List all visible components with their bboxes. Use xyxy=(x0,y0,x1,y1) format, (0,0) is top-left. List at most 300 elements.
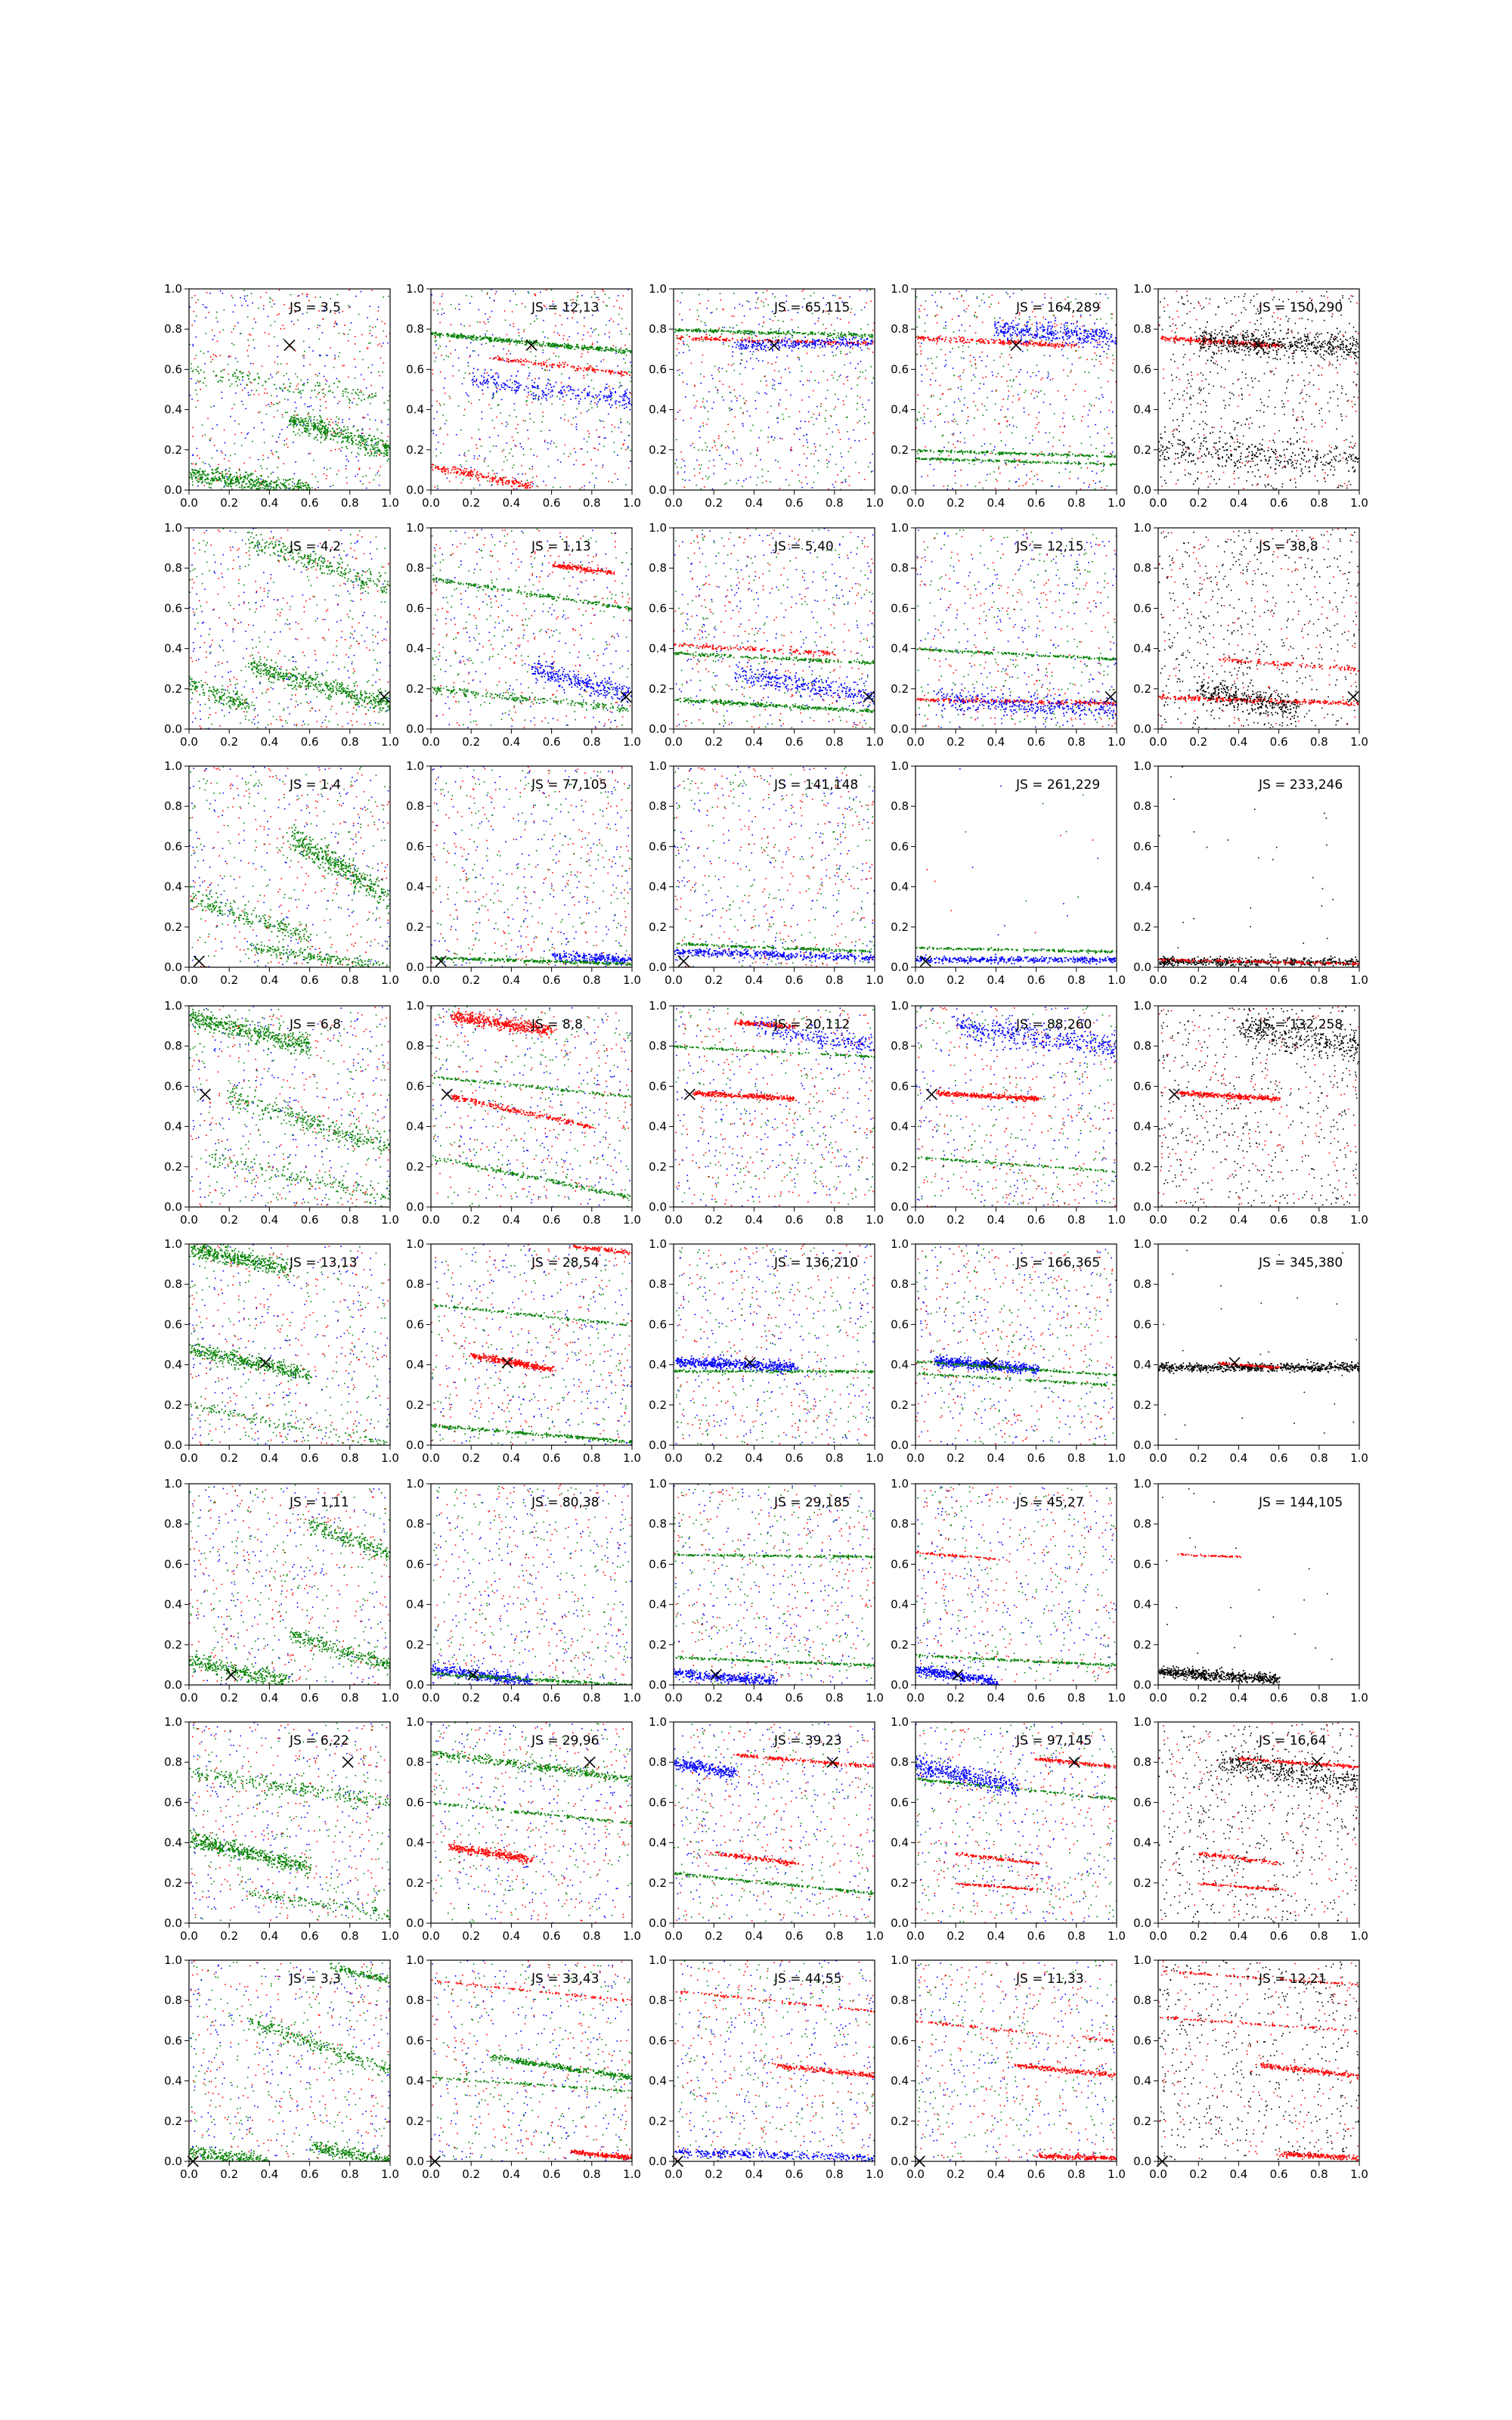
scatter-point xyxy=(533,392,534,394)
scatter-point xyxy=(269,486,271,487)
scatter-point xyxy=(614,451,615,453)
scatter-point xyxy=(588,395,590,396)
scatter-point xyxy=(814,323,816,324)
scatter-point xyxy=(852,342,854,343)
scatter-point xyxy=(859,377,860,378)
scatter-point xyxy=(1038,371,1040,373)
scatter-point xyxy=(857,334,859,336)
scatter-point xyxy=(841,482,842,484)
scatter-point xyxy=(212,428,214,430)
scatter-point xyxy=(516,482,518,483)
scatter-point xyxy=(504,310,506,312)
scatter-point xyxy=(323,389,324,390)
scatter-point xyxy=(679,374,680,376)
scatter-point xyxy=(445,392,446,394)
scatter-point xyxy=(1093,405,1095,407)
scatter-point xyxy=(628,435,630,436)
scatter-point xyxy=(827,380,829,381)
scatter-point xyxy=(820,406,822,408)
scatter-point xyxy=(712,378,714,380)
scatter-point xyxy=(349,290,350,291)
scatter-point xyxy=(857,396,859,397)
scatter-point xyxy=(683,341,684,343)
scatter-point xyxy=(621,385,623,386)
scatter-point xyxy=(488,405,490,406)
scatter-point xyxy=(615,372,617,374)
scatter-point xyxy=(530,391,531,392)
scatter-point xyxy=(827,334,829,335)
scatter-point xyxy=(597,396,599,397)
scatter-point xyxy=(770,481,771,482)
scatter-point xyxy=(737,340,739,341)
scatter-point xyxy=(363,394,364,396)
scatter-point xyxy=(556,365,558,366)
scatter-point xyxy=(581,346,583,347)
scatter-point xyxy=(594,293,596,295)
scatter-point xyxy=(379,455,380,456)
scatter-point xyxy=(254,486,256,487)
scatter-point xyxy=(513,290,514,292)
scatter-point xyxy=(433,309,435,311)
scatter-point xyxy=(302,426,304,427)
scatter-point xyxy=(547,360,548,361)
scatter-point xyxy=(228,374,229,375)
scatter-point xyxy=(198,381,200,383)
scatter-point xyxy=(445,468,446,470)
scatter-point xyxy=(345,465,347,467)
scatter-point xyxy=(720,299,722,301)
scatter-point xyxy=(849,485,850,486)
scatter-point xyxy=(525,358,526,360)
scatter-point xyxy=(826,460,828,461)
scatter-point xyxy=(759,344,761,346)
scatter-point xyxy=(542,331,544,333)
scatter-point xyxy=(772,388,773,389)
scatter-point xyxy=(698,315,699,317)
scatter-point xyxy=(533,455,534,456)
scatter-point xyxy=(802,346,804,347)
scatter-point xyxy=(850,352,851,353)
scatter-point xyxy=(237,479,239,481)
scatter-point xyxy=(470,467,472,468)
scatter-point xyxy=(849,476,850,477)
scatter-point xyxy=(719,380,720,382)
scatter-point xyxy=(928,408,929,410)
scatter-point xyxy=(525,488,526,489)
scatter-point xyxy=(860,347,861,349)
scatter-point xyxy=(435,435,437,436)
scatter-point xyxy=(435,448,437,450)
scatter-point xyxy=(843,467,844,469)
scatter-point xyxy=(1062,355,1064,356)
scatter-point xyxy=(350,436,352,437)
scatter-point xyxy=(255,470,256,472)
scatter-point xyxy=(249,394,251,396)
scatter-point xyxy=(192,436,194,437)
scatter-point xyxy=(1032,439,1033,441)
scatter-point xyxy=(919,309,920,310)
scatter-point xyxy=(448,468,449,470)
scatter-point xyxy=(767,436,769,438)
scatter-point xyxy=(531,380,533,381)
scatter-point xyxy=(432,369,433,371)
scatter-point xyxy=(1002,406,1003,408)
scatter-point xyxy=(742,344,743,346)
scatter-point xyxy=(446,469,448,470)
scatter-points xyxy=(913,290,1120,491)
scatter-point xyxy=(621,448,622,449)
scatter-point xyxy=(307,379,308,380)
scatter-point xyxy=(606,346,608,348)
scatter-point xyxy=(494,379,496,380)
scatter-point xyxy=(621,396,623,398)
scatter-point xyxy=(792,335,794,337)
scatter-point xyxy=(270,488,271,489)
scatter-point xyxy=(606,437,607,439)
scatter-point xyxy=(465,338,466,340)
scatter-point xyxy=(440,452,442,454)
scatter-point xyxy=(258,308,259,309)
scatter-point xyxy=(584,346,586,347)
scatter-point xyxy=(697,310,699,312)
scatter-point xyxy=(846,417,847,418)
scatter-points xyxy=(426,289,633,492)
scatter-point xyxy=(510,343,511,344)
scatter-point xyxy=(543,349,544,351)
scatter-point xyxy=(458,358,460,359)
scatter-point xyxy=(268,489,269,490)
scatter-point xyxy=(304,420,305,422)
scatter-point xyxy=(623,395,624,396)
scatter-point xyxy=(775,460,776,461)
scatter-point xyxy=(693,395,695,396)
scatter-point xyxy=(535,360,537,361)
scatter-point xyxy=(277,491,279,492)
scatter-point xyxy=(952,420,953,422)
scatter-point xyxy=(684,486,686,488)
scatter-point xyxy=(302,420,303,422)
scatter-point xyxy=(355,476,356,477)
scatter-point xyxy=(364,442,366,444)
scatter-point xyxy=(702,450,703,451)
scatter-point xyxy=(704,376,705,377)
scatter-point xyxy=(572,393,574,395)
scatter-point xyxy=(251,390,253,392)
scatter-point xyxy=(253,485,254,486)
scatter-point xyxy=(606,387,608,389)
scatter-point xyxy=(827,463,829,464)
scatter-point xyxy=(237,385,238,386)
scatter-point xyxy=(348,334,349,335)
scatter-point xyxy=(370,454,372,455)
scatter-point xyxy=(779,371,780,372)
scatter-point xyxy=(224,430,225,431)
scatter-point xyxy=(243,476,244,478)
scatter-point xyxy=(1008,364,1009,365)
scatter-point xyxy=(345,468,347,470)
scatter-point xyxy=(257,481,259,482)
scatter-point xyxy=(190,473,191,474)
scatter-point xyxy=(315,436,317,438)
scatter-point xyxy=(305,482,306,484)
scatter-point xyxy=(252,441,253,442)
scatter-point xyxy=(481,339,482,340)
scatter-point xyxy=(206,385,207,386)
scatter-point xyxy=(295,423,296,424)
scatter-point xyxy=(326,355,327,356)
scatter-point xyxy=(547,365,548,367)
scatter-point xyxy=(574,448,575,449)
scatter-point xyxy=(305,428,307,430)
scatter-point xyxy=(496,291,497,293)
scatter-point xyxy=(271,306,273,308)
scatter-point xyxy=(377,473,379,474)
scatter-point xyxy=(752,368,754,370)
scatter-point xyxy=(466,468,468,470)
scatter-point xyxy=(263,306,265,307)
scatter-point xyxy=(212,469,213,470)
scatter-point xyxy=(1080,316,1082,318)
scatter-point xyxy=(362,483,364,485)
scatter-point xyxy=(319,325,321,327)
scatter-point xyxy=(482,290,483,292)
scatter-point xyxy=(580,489,581,490)
scatter-point xyxy=(330,438,332,439)
scatter-point xyxy=(504,383,506,384)
scatter-point xyxy=(625,392,627,394)
scatter-point xyxy=(317,423,318,424)
scatter-point xyxy=(696,401,698,402)
scatter-point xyxy=(1006,292,1008,293)
x-tick-label: 0.2 xyxy=(705,496,723,510)
scatter-point xyxy=(219,332,221,334)
scatter-point xyxy=(243,495,244,497)
scatter-point xyxy=(239,371,240,373)
scatter-point xyxy=(785,337,786,339)
scatter-point xyxy=(289,424,290,426)
scatter-point xyxy=(598,334,600,336)
scatter-point xyxy=(730,327,731,328)
scatter-point xyxy=(734,307,736,309)
scatter-point xyxy=(702,361,703,363)
scatter-point xyxy=(528,387,529,389)
scatter-point xyxy=(804,342,805,343)
scatter-point xyxy=(838,432,840,433)
scatter-point xyxy=(621,318,623,320)
scatter-point xyxy=(810,341,811,343)
scatter-point xyxy=(516,416,517,417)
scatter-point xyxy=(259,394,260,396)
scatter-point xyxy=(609,389,611,391)
scatter-point xyxy=(569,347,570,349)
scatter-point xyxy=(719,455,720,456)
scatter-point xyxy=(505,456,507,458)
scatter-point xyxy=(569,377,570,379)
scatter-point xyxy=(244,298,246,299)
scatter-point xyxy=(718,368,720,369)
scatter-point xyxy=(269,302,271,303)
scatter-point xyxy=(706,308,708,309)
scatter-point xyxy=(872,383,873,384)
scatter-point xyxy=(286,373,287,374)
scatter-point xyxy=(770,329,772,330)
scatter-point xyxy=(248,433,249,434)
scatter-point xyxy=(853,337,854,338)
scatter-point xyxy=(782,439,783,440)
scatter-point xyxy=(459,335,460,337)
scatter-point xyxy=(628,467,630,469)
scatter-point xyxy=(824,344,826,346)
scatter-point xyxy=(758,297,759,299)
scatter-point xyxy=(334,432,336,433)
scatter-point xyxy=(330,486,331,488)
scatter-point xyxy=(327,380,328,382)
scatter-point xyxy=(515,293,516,295)
scatter-point xyxy=(630,461,631,463)
scatter-point xyxy=(624,439,625,441)
scatter-point xyxy=(723,340,724,341)
scatter-point xyxy=(748,333,750,334)
scatter-point xyxy=(274,487,275,489)
scatter-point xyxy=(285,491,287,492)
scatter-point xyxy=(559,345,561,346)
scatter-point xyxy=(290,418,292,420)
scatter-point xyxy=(324,473,325,475)
scatter-point xyxy=(572,317,573,318)
scatter-point xyxy=(455,469,457,470)
scatter-point xyxy=(311,390,313,392)
scatter-point xyxy=(379,451,380,452)
scatter-point xyxy=(848,451,850,453)
scatter-point xyxy=(370,403,371,405)
scatter-point xyxy=(935,380,937,382)
scatter-point xyxy=(592,473,593,474)
scatter-point xyxy=(342,390,344,392)
scatter-point xyxy=(366,488,367,489)
scatter-point xyxy=(234,305,236,306)
scatter-point xyxy=(683,461,685,462)
scatter-point xyxy=(272,454,274,455)
scatter-point xyxy=(277,467,278,468)
scatter-point xyxy=(1051,486,1052,487)
scatter-point xyxy=(336,434,338,436)
scatter-point xyxy=(760,334,761,335)
scatter-point xyxy=(448,470,449,472)
scatter-point xyxy=(547,383,549,384)
scatter-point xyxy=(856,337,857,338)
scatter-point xyxy=(692,443,694,445)
scatter-point xyxy=(308,328,310,330)
scatter-point xyxy=(435,336,436,337)
scatter-point xyxy=(202,473,203,475)
scatter-point xyxy=(711,330,713,331)
scatter-point xyxy=(482,476,484,478)
scatter-point xyxy=(591,368,593,369)
scatter-point xyxy=(757,340,758,342)
scatter-point xyxy=(578,347,579,349)
scatter-point xyxy=(512,477,513,479)
scatter-point xyxy=(358,448,359,449)
scatter-point xyxy=(569,486,571,488)
scatter-point xyxy=(221,451,222,452)
scatter-point xyxy=(847,353,848,355)
scatter-point xyxy=(532,466,534,467)
scatter-point xyxy=(789,368,790,369)
scatter-point xyxy=(249,481,250,482)
scatter-point xyxy=(232,374,234,375)
scatter-point xyxy=(580,399,581,400)
scatter-point xyxy=(777,417,779,419)
scatter-point xyxy=(721,330,723,331)
scatter-point xyxy=(920,306,922,307)
scatter-point xyxy=(770,318,771,320)
scatter-point xyxy=(308,484,309,486)
scatter-point xyxy=(466,394,468,396)
scatter-point xyxy=(354,358,355,360)
scatter-point xyxy=(325,379,327,380)
scatter-point xyxy=(596,397,597,399)
axes-frame xyxy=(189,289,390,490)
scatter-point xyxy=(345,391,346,392)
scatter-point xyxy=(216,471,218,473)
scatter-point xyxy=(200,351,202,352)
scatter-point xyxy=(378,371,380,373)
scatter-point xyxy=(338,380,339,382)
scatter-point xyxy=(767,304,769,306)
scatter-point xyxy=(694,329,696,330)
scatter-point xyxy=(234,325,236,327)
scatter-point xyxy=(192,485,194,486)
scatter-point xyxy=(196,369,197,371)
scatter-point xyxy=(747,339,748,340)
scatter-point xyxy=(370,385,372,386)
scatter-point xyxy=(303,365,305,367)
scatter-point xyxy=(551,290,553,291)
scatter-point xyxy=(225,455,227,456)
scatter-point xyxy=(602,467,603,468)
scatter-point xyxy=(464,335,466,337)
scatter-point xyxy=(688,346,689,347)
scatter-point xyxy=(733,331,734,333)
scatter-point xyxy=(789,485,790,486)
scatter-point xyxy=(242,491,243,492)
scatter-point xyxy=(266,414,268,415)
scatter-point xyxy=(273,482,274,483)
scatter-point xyxy=(361,433,363,434)
scatter-point xyxy=(205,306,206,308)
axes-frame xyxy=(431,289,632,490)
scatter-point xyxy=(287,479,289,481)
scatter-point xyxy=(195,337,197,338)
scatter-point xyxy=(610,347,612,349)
scatter-point xyxy=(482,338,483,340)
scatter-point xyxy=(581,368,582,370)
scatter-point xyxy=(844,334,846,335)
scatter-point xyxy=(600,399,601,400)
scatter-point xyxy=(762,469,764,470)
scatter-point xyxy=(617,479,618,480)
scatter-point xyxy=(764,339,766,340)
scatter-point xyxy=(611,372,612,374)
scatter-point xyxy=(705,337,706,339)
scatter-point xyxy=(446,420,448,421)
scatter-point xyxy=(805,333,807,334)
scatter-point xyxy=(606,324,607,326)
scatter-point xyxy=(518,388,519,389)
scatter-point xyxy=(551,441,553,442)
scatter-point xyxy=(342,441,343,442)
scatter-point xyxy=(742,322,743,324)
